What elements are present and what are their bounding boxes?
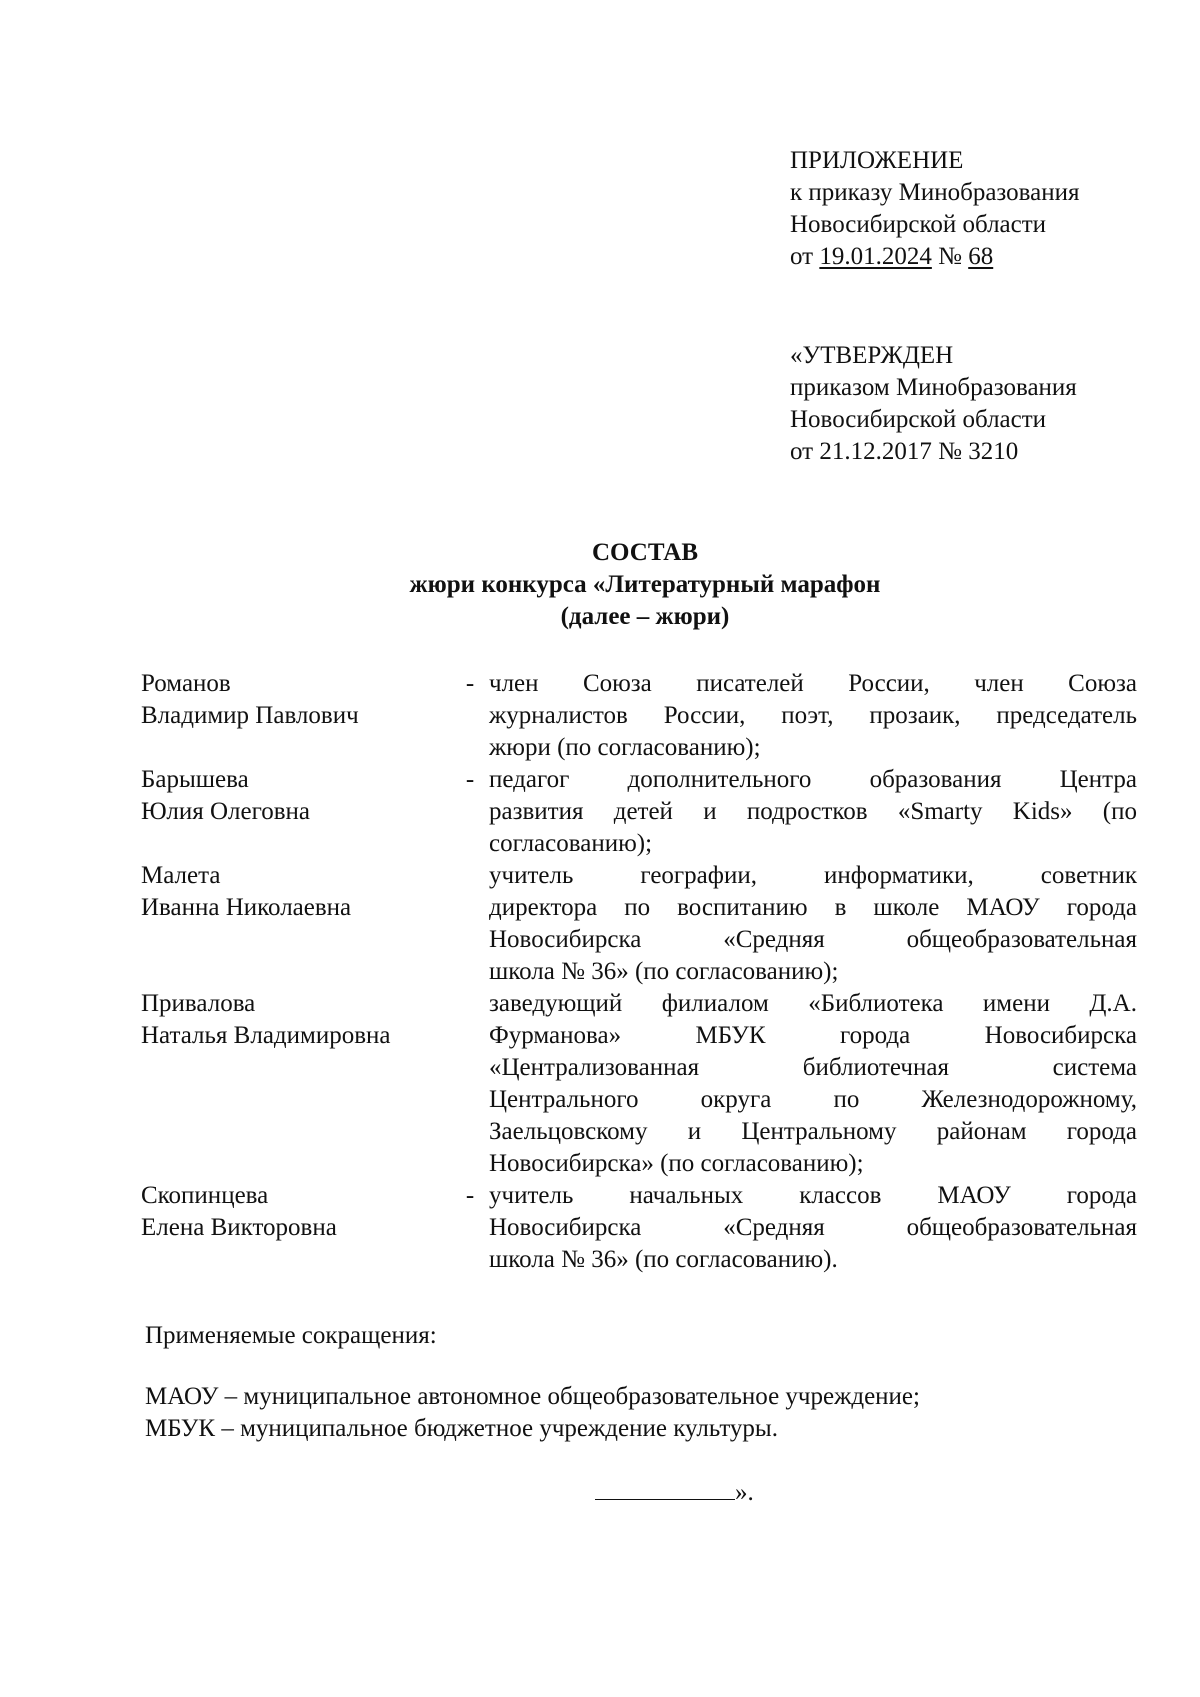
role-line: Фурманова» МБУК города Новосибирска	[489, 1022, 1137, 1049]
role-line: Заельцовскому и Центральному районам города	[489, 1118, 1137, 1145]
member-surname: Барышева	[141, 766, 249, 793]
role-line: заведующий филиалом «Библиотека имени Д.А.	[489, 990, 1137, 1017]
role-line: жюри (по согласованию);	[489, 734, 761, 761]
closing-quote: ».	[735, 1479, 754, 1506]
title-subject: жюри конкурса «Литературный марафон	[409, 571, 881, 598]
jury-member	[141, 988, 1137, 1180]
member-surname: Романов	[141, 670, 231, 697]
member-role	[489, 668, 1137, 764]
appendix-order-ref: к приказу Минобразования	[790, 179, 1080, 206]
appendix-header	[790, 145, 1079, 273]
member-surname: Привалова	[141, 990, 256, 1017]
member-given-names: Иванна Николаевна	[141, 894, 352, 921]
member-given-names: Наталья Владимировна	[141, 1022, 391, 1049]
role-line: педагог дополнительного образования Центра	[489, 766, 1137, 793]
member-dash: -	[465, 670, 475, 697]
member-name	[141, 860, 451, 988]
member-dash	[451, 860, 489, 988]
appendix-label: ПРИЛОЖЕНИЕ	[790, 147, 964, 174]
member-given-names: Елена Викторовна	[141, 1214, 337, 1241]
title-note: (далее – жюри)	[560, 603, 730, 630]
member-dash: -	[465, 766, 475, 793]
abbreviation-item: МБУК – муниципальное бюджетное учреждение культуры.	[145, 1415, 778, 1442]
member-given-names: Юлия Олеговна	[141, 798, 311, 825]
member-name	[141, 1180, 451, 1276]
abbreviations-list	[145, 1381, 920, 1445]
role-line: «Централизованная библиотечная система	[489, 1054, 1137, 1081]
approval-region: Новосибирской области	[790, 406, 1047, 433]
member-dash	[451, 988, 489, 1180]
member-surname: Малета	[141, 862, 221, 889]
jury-member	[141, 860, 1137, 988]
approval-date-number: от 21.12.2017 № 3210	[790, 438, 1019, 465]
jury-member	[141, 1180, 1137, 1276]
jury-member	[141, 668, 1137, 764]
abbreviations-heading: Применяемые сокращения:	[145, 1322, 437, 1349]
member-surname: Скопинцева	[141, 1182, 269, 1209]
member-role	[489, 860, 1137, 988]
title-main: СОСТАВ	[591, 539, 699, 566]
role-line: директора по воспитанию в школе МАОУ города	[489, 894, 1137, 921]
role-line: согласованию);	[489, 830, 653, 857]
role-line: школа № 36» (по согласованию).	[489, 1246, 838, 1273]
closing-mark	[595, 1475, 754, 1509]
document-title	[0, 537, 1200, 633]
member-name	[141, 764, 451, 860]
role-line: Центрального округа по Железнодорожному,	[489, 1086, 1137, 1113]
role-line: Новосибирска» (по согласованию);	[489, 1150, 864, 1177]
role-line: Новосибирска «Средняя общеобразовательная	[489, 1214, 1137, 1241]
abbreviation-item: МАОУ – муниципальное автономное общеобразовательное учреждение;	[145, 1383, 920, 1410]
role-line: школа № 36» (по согласованию);	[489, 958, 839, 985]
appendix-date-prefix: от	[790, 243, 814, 270]
role-line: развития детей и подростков «Smarty Kids» (по	[489, 798, 1137, 825]
member-role	[489, 764, 1137, 860]
member-role	[489, 988, 1137, 1180]
jury-list	[141, 668, 1137, 1276]
approval-label: «УТВЕРЖДЕН	[790, 342, 954, 369]
appendix-number: 68	[968, 243, 994, 270]
member-given-names: Владимир Павлович	[141, 702, 359, 729]
role-line: учитель начальных классов МАОУ города	[489, 1182, 1137, 1209]
jury-member	[141, 764, 1137, 860]
signature-blank-line	[595, 1475, 735, 1500]
member-dash: -	[465, 1182, 475, 1209]
member-name	[141, 988, 451, 1180]
appendix-number-sign: №	[938, 243, 962, 270]
appendix-date-number	[790, 241, 1079, 273]
approval-order-ref: приказом Минобразования	[790, 374, 1077, 401]
appendix-region: Новосибирской области	[790, 211, 1047, 238]
approval-header	[790, 340, 1077, 468]
member-name	[141, 668, 451, 764]
role-line: учитель географии, информатики, советник	[489, 862, 1137, 889]
member-role	[489, 1180, 1137, 1276]
role-line: член Союза писателей России, член Союза	[489, 670, 1137, 697]
role-line: журналистов России, поэт, прозаик, председатель	[489, 702, 1137, 729]
role-line: Новосибирска «Средняя общеобразовательная	[489, 926, 1137, 953]
appendix-date: 19.01.2024	[819, 243, 932, 270]
